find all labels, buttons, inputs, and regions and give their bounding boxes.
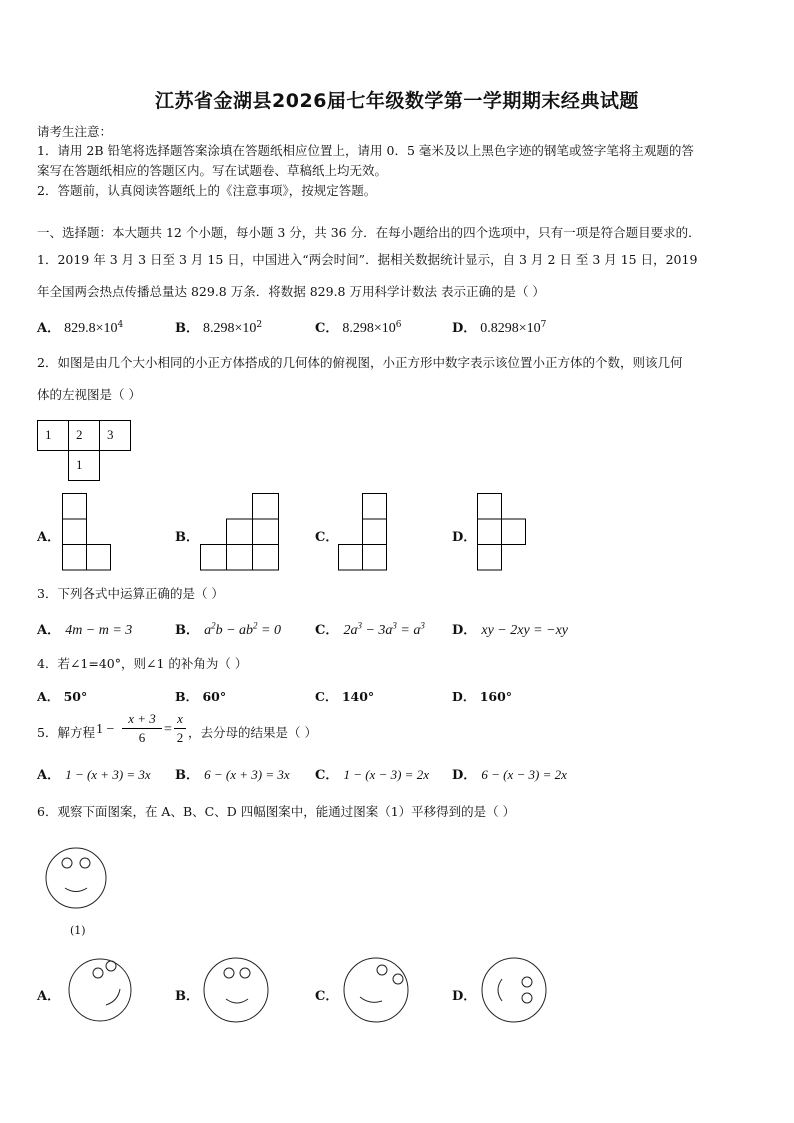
q1-option-b	[175, 317, 262, 337]
q6-option-a-figure	[62, 955, 140, 1027]
q4-option-c: C． 140°	[315, 689, 375, 704]
q5-equation-one: 1 −	[96, 722, 115, 737]
q5-option-d: D． 6 − (x − 3) = 2x	[452, 767, 567, 783]
q2-stem-line-2: 体的左视图是（ ）	[37, 387, 141, 402]
q5-option-b: B． 6 − (x + 3) = 3x	[175, 767, 290, 783]
q3-option-b	[175, 619, 281, 639]
option-value: 8.298×10	[202, 321, 257, 336]
top-view-cell: 1	[45, 427, 52, 442]
top-view-cell: 2	[76, 427, 83, 442]
q2-option-d-label: D．	[452, 530, 477, 545]
page-title: 江苏省金湖县2026届七年级数学第一学期期末经典试题	[155, 90, 639, 112]
option-exponent: 6	[395, 319, 402, 330]
option-value: 8.298×10	[342, 321, 396, 336]
q6-option-a-label: A．	[37, 989, 61, 1004]
q5-fraction-2-bar	[174, 728, 186, 729]
q5-stem-suffix: ，去分母的结果是（ ）	[188, 725, 317, 740]
q1-stem-line-2: 年全国两会热点传播总量达 829.8 万条．将数据 829.8 万用科学计数法 表示正确的是（ ）	[37, 284, 545, 299]
option-exponent: 4	[117, 319, 124, 330]
q6-option-d-label: D．	[452, 989, 477, 1004]
q2-option-c-label: C．	[315, 530, 339, 545]
option-value: 4m − m = 3	[65, 623, 133, 638]
q6-option-c-label: C．	[315, 989, 339, 1004]
q1-stem-line-1: 1．2019 年 3 月 3 日至 3 月 15 日，中国进入“两会时间”．据相关数据统计显示，自 3 月 2 日 至 3 月 15 日，2019	[37, 252, 698, 267]
option-exponent: 2	[256, 319, 263, 330]
notice-header: 请考生注意：	[37, 124, 113, 139]
q5-equation-equals: =	[164, 722, 172, 737]
q6-option-b-figure	[200, 955, 275, 1027]
q5-stem-prefix: 5．解方程	[37, 725, 95, 740]
figure-1-caption: (1)	[70, 924, 86, 937]
option-label: B．	[175, 623, 199, 638]
q4-stem: 4．若∠1=40°，则∠1 的补角为（ ）	[37, 656, 248, 671]
q6-stem: 6．观察下面图案，在 A、B、C、D 四幅图案中，能通过图案（1）平移得到的是（ ）	[37, 804, 516, 819]
notice-item-1-line-2: 案写在答题纸相应的答题区内。写在试题卷、草稿纸上均无效。	[37, 163, 388, 178]
q2-option-b-label: B．	[175, 530, 199, 545]
option-value: $a^2b - ab^2 = 0$	[204, 620, 281, 638]
notice-item-1-line-1: 1．请用 2B 铅笔将选择题答案涂填在答题纸相应位置上，请用 0．5 毫米及以上黑色字迹的钢笔或签字笔将主观题的答	[37, 143, 694, 158]
q4-option-a: A． 50°	[37, 689, 88, 704]
option-label: D．	[452, 321, 477, 336]
option-exponent: 7	[540, 319, 547, 330]
q5-fraction-2-denominator: 2	[176, 730, 184, 745]
option-label: C．	[315, 321, 339, 336]
q2-option-a-figure	[62, 493, 112, 573]
q2-option-a-label: A．	[37, 530, 61, 545]
q5-fraction-2-numerator: x	[177, 711, 183, 726]
option-label: B．	[175, 321, 199, 336]
q5-fraction-1-denominator: 6	[138, 730, 146, 745]
q4-option-d: D． 160°	[452, 689, 513, 704]
q5-fraction-1-numerator: x + 3	[128, 711, 156, 726]
top-view-cell: 1	[76, 457, 83, 472]
q5-fraction-1-bar	[122, 728, 162, 729]
smiley-figure-1	[45, 843, 115, 915]
q3-option-a	[37, 619, 132, 639]
q5-option-a: A． 1 − (x + 3) = 3x	[37, 767, 151, 783]
q2-option-b-figure	[200, 493, 282, 573]
q3-stem: 3．下列各式中运算正确的是（ ）	[37, 586, 224, 601]
option-label: C．	[315, 623, 339, 638]
q6-option-d-figure	[478, 955, 553, 1027]
q3-option-d	[452, 619, 568, 639]
option-value: 829.8×10	[64, 321, 118, 336]
notice-item-2: 2．答题前，认真阅读答题纸上的《注意事项》，按规定答题。	[37, 183, 377, 198]
q1-option-d	[452, 317, 546, 337]
option-label: A．	[37, 623, 61, 638]
q6-option-c-figure	[340, 955, 415, 1027]
q3-option-c	[315, 619, 425, 639]
option-value: xy − 2xy = −xy	[481, 623, 568, 638]
q1-option-c	[315, 317, 401, 337]
option-label: A．	[37, 321, 61, 336]
option-label: D．	[452, 623, 477, 638]
q2-option-d-figure	[477, 493, 529, 573]
top-view-cell: 3	[107, 427, 114, 442]
q6-option-b-label: B．	[175, 989, 199, 1004]
q2-option-c-figure	[338, 493, 390, 573]
option-value: $2a^3 - 3a^3 = a^3$	[343, 620, 425, 638]
q1-option-a	[37, 317, 123, 337]
q2-stem-line-1: 2．如图是由几个大小相同的小正方体搭成的几何体的俯视图，小正方形中数字表示该位置小正方体的个数，则该几何	[37, 355, 683, 370]
q5-option-c: C． 1 − (x − 3) = 2x	[315, 767, 429, 783]
q4-option-b: B． 60°	[175, 689, 227, 704]
option-value: 0.8298×10	[480, 321, 541, 336]
section-heading: 一、选择题：本大题共 12 个小题，每小题 3 分，共 36 分．在每小题给出的四个选项中，只有一项是符合题目要求的．	[37, 225, 701, 240]
